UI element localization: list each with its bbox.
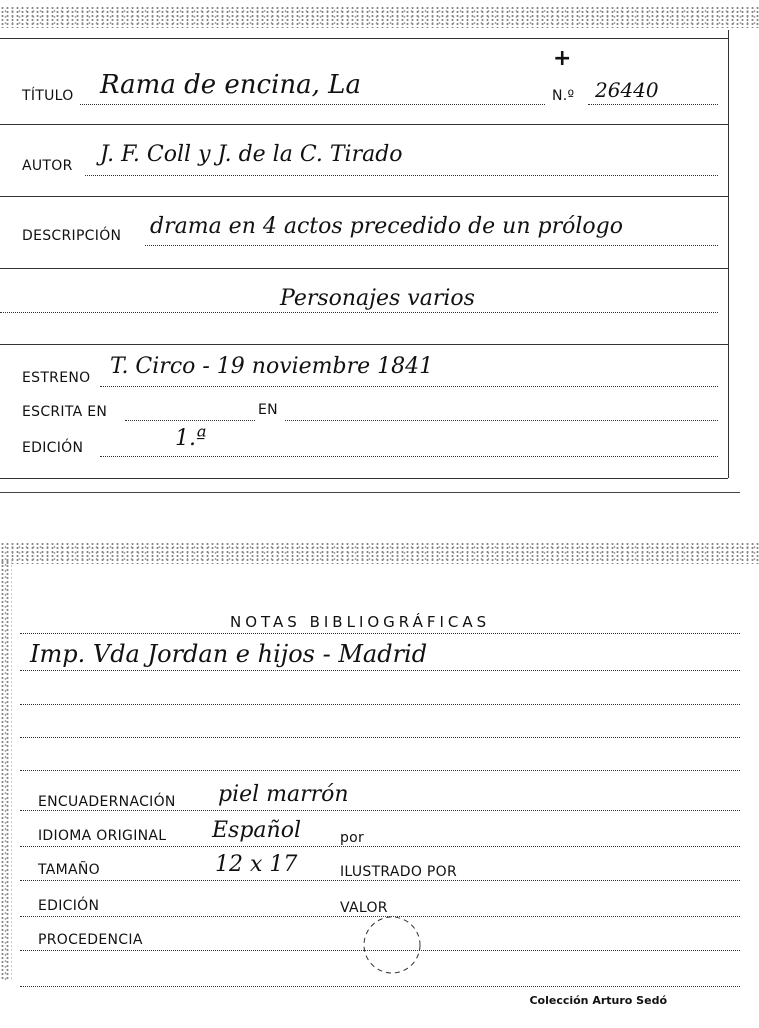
rule bbox=[0, 344, 728, 345]
idioma-original-value: Español bbox=[212, 818, 301, 843]
edicion-label: EDICIÓN bbox=[22, 440, 84, 456]
por-label: por bbox=[340, 830, 365, 846]
descripcion-value-2: Personajes varios bbox=[280, 286, 475, 311]
stamp-circle-icon bbox=[360, 912, 424, 978]
en-line bbox=[285, 420, 718, 421]
notas-value: Imp. Vda Jordan e hijos - Madrid bbox=[30, 640, 428, 668]
rule bbox=[0, 268, 728, 269]
numero-value: 26440 bbox=[595, 78, 659, 102]
card-top-rule bbox=[0, 38, 728, 39]
collection-footer: Colección Arturo Sedó bbox=[529, 994, 667, 1007]
rule bbox=[20, 880, 740, 881]
card-right-border bbox=[728, 30, 729, 478]
cross-mark: + bbox=[553, 46, 572, 71]
numero-label: N.º bbox=[552, 88, 575, 104]
numero-line bbox=[588, 104, 718, 105]
edicion-label-bottom: EDICIÓN bbox=[38, 898, 100, 914]
idioma-original-label: IDIOMA ORIGINAL bbox=[38, 828, 167, 844]
rule bbox=[0, 478, 728, 479]
rule bbox=[20, 633, 740, 634]
titulo-line bbox=[80, 104, 545, 105]
rule bbox=[20, 846, 740, 847]
descripcion-line-2 bbox=[0, 312, 718, 313]
titulo-value: Rama de encina, La bbox=[100, 70, 361, 100]
notas-bibliograficas-title: NOTAS BIBLIOGRÁFICAS bbox=[230, 613, 491, 631]
autor-label: AUTOR bbox=[22, 158, 73, 174]
descripcion-line bbox=[145, 245, 718, 246]
rule bbox=[20, 704, 740, 705]
scan-noise-bottom bbox=[0, 542, 759, 564]
descripcion-value: drama en 4 actos precedido de un prólogo bbox=[150, 214, 623, 239]
estreno-value: T. Circo - 19 noviembre 1841 bbox=[110, 354, 434, 379]
escrita-line bbox=[125, 420, 255, 421]
en-label: EN bbox=[258, 402, 278, 418]
rule bbox=[20, 810, 740, 811]
tamano-label: TAMAÑO bbox=[38, 862, 100, 878]
escrita-en-label: ESCRITA EN bbox=[22, 404, 108, 420]
estreno-label: ESTRENO bbox=[22, 370, 91, 386]
rule bbox=[20, 770, 740, 771]
rule bbox=[20, 737, 740, 738]
rule bbox=[20, 950, 740, 951]
ilustrado-por-label: ILUSTRADO POR bbox=[340, 864, 457, 880]
procedencia-label: PROCEDENCIA bbox=[38, 932, 143, 948]
rule bbox=[0, 196, 728, 197]
edicion-line bbox=[100, 456, 718, 457]
descripcion-label: DESCRIPCIÓN bbox=[22, 228, 122, 244]
rule bbox=[20, 986, 740, 987]
tamano-value: 12 x 17 bbox=[215, 852, 298, 877]
scan-noise-top bbox=[0, 6, 759, 28]
encuadernacion-label: ENCUADERNACIÓN bbox=[38, 794, 176, 810]
valor-label: VALOR bbox=[340, 900, 388, 916]
rule bbox=[0, 124, 728, 125]
scan-noise-left bbox=[0, 560, 12, 980]
autor-value: J. F. Coll y J. de la C. Tirado bbox=[100, 142, 403, 167]
estreno-line bbox=[100, 386, 718, 387]
encuadernacion-value: piel marrón bbox=[218, 782, 349, 807]
rule bbox=[20, 670, 740, 671]
autor-line bbox=[85, 175, 718, 176]
titulo-label: TÍTULO bbox=[22, 88, 74, 104]
edicion-value: 1.ª bbox=[175, 426, 207, 451]
